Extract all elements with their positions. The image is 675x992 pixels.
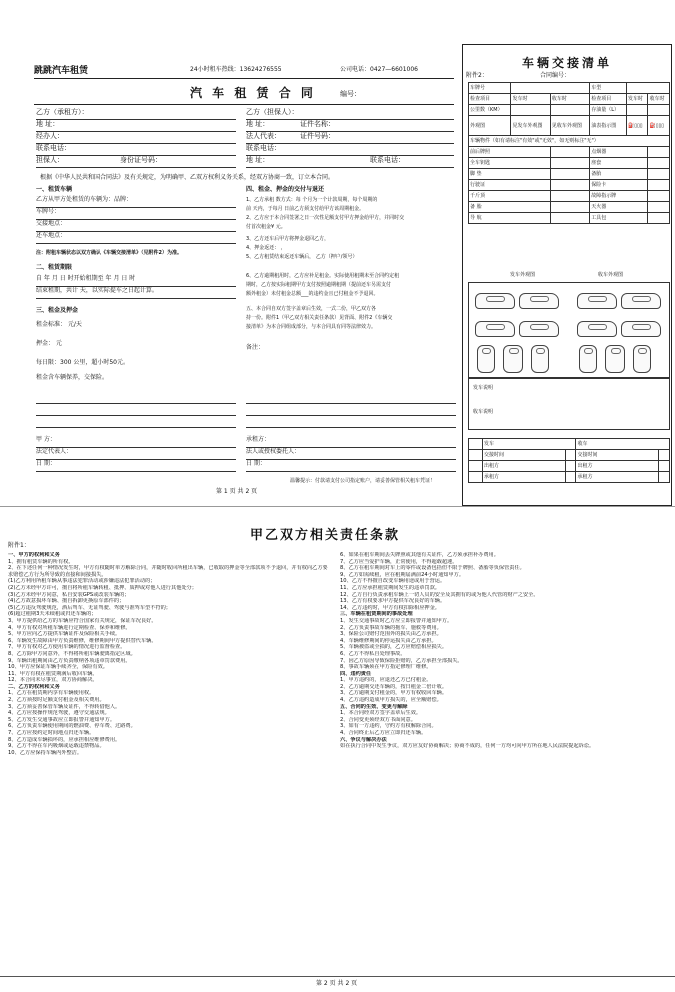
cell: 承租方 (483, 472, 566, 483)
term-paragraph: 7、因乙方原因导致保险拒赔的，乙方承担全部损失。 (340, 657, 463, 664)
term-paragraph: 10、甲方应保证车辆手续齐全，保险有效。 (8, 664, 108, 671)
item-row (469, 191, 670, 202)
term-paragraph: 11、甲方有权在租赁期满后收回车辆。 (8, 670, 98, 677)
cell: 千斤顶 (469, 191, 551, 202)
sec5-l2: 持一份。附件1（甲乙双方相关责任条款）见背面、附件2《车辆交 (246, 315, 393, 322)
handover-row (469, 461, 670, 472)
field-legal-rep: 法人代表： (246, 132, 454, 144)
term-paragraph: 3、乙方须妥善保管车辆及证件，不得转借他人。 (8, 703, 121, 710)
term-paragraph: 三、车辆在租赁期间的事故处理 (340, 611, 413, 618)
field-id-number: 身份证号码： (120, 156, 162, 164)
sec4-heading: 四、租金、押金的交付与退还 (246, 186, 325, 193)
cell (469, 450, 483, 461)
cell[interactable] (565, 450, 576, 461)
contract-right-col (246, 186, 456, 351)
term-paragraph: 一、甲方的权利和义务 (8, 552, 60, 558)
checklist-number: 合同编号： (540, 72, 571, 79)
blank-line (36, 392, 236, 404)
item-row (469, 213, 670, 224)
cell[interactable] (565, 472, 576, 483)
term-paragraph: (2)乙方未经甲方许可，擅自将所租车辆转租、抵押、质押或对他人进行其他处分； (8, 584, 197, 591)
issue-in-label: 收车说明 (473, 409, 494, 415)
footer-note: 温馨提示：付款请支付公司指定账户，请妥善保管相关租车凭证！ (290, 478, 436, 484)
term-paragraph: 二、乙方的权利和义务 (8, 683, 60, 690)
cell: 存油量（L） (590, 105, 627, 116)
cell: 收车 (576, 439, 670, 450)
term-paragraph: 13、乙方有权要求甲方提供车况良好的车辆。 (340, 598, 446, 605)
terms-right-column (340, 552, 668, 972)
blank-lines-left (36, 392, 236, 428)
term-paragraph: 8、乙方除甲方同意外，不得将所租车辆驶离指定区域。 (8, 650, 136, 657)
cell: 天火器 (590, 202, 648, 213)
field-lessor: 乙方（承租方）： (36, 108, 236, 120)
blank-line (36, 404, 236, 416)
term-paragraph: 5、乙方发生交通事故应立即报警并通知甲方。 (8, 716, 116, 723)
car-side-icon (519, 321, 559, 337)
car-rear-icon (633, 345, 651, 373)
cell[interactable] (550, 191, 589, 202)
cell[interactable] (511, 83, 590, 94)
term-paragraph: 14、乙方违约时，甲方有权扣除相应押金。 (340, 604, 440, 611)
contract-number-label: 编号： (340, 90, 361, 98)
row-appearance (469, 116, 670, 136)
contract-title: 汽 车 租 赁 合 同 (190, 86, 316, 100)
terms-title: 甲乙双方相关责任条款 (250, 528, 401, 543)
cell: 交接时间 (576, 450, 659, 461)
cell: 外观图 (469, 116, 511, 136)
sec2-heading: 二、租赁期限 (36, 264, 73, 272)
cell: 见发车外观图 (511, 116, 550, 136)
car-side-left-icon (475, 293, 515, 309)
sec3-limit: 每日限：300 公里，超小时50元。 (36, 358, 129, 366)
term-paragraph: 五、合同的生效、变更与解除 (340, 703, 408, 710)
cell: 发车时 (626, 94, 647, 105)
cell: 备 胎 (469, 202, 551, 213)
cell[interactable] (550, 202, 589, 213)
cell: 出租方 (576, 461, 659, 472)
cell[interactable] (648, 213, 670, 224)
field-cert-number: 证件号码： (300, 132, 335, 140)
car-side-left-icon (577, 293, 617, 309)
cell[interactable] (659, 461, 670, 472)
term-paragraph: 12、本合同未尽事宜，双方协商解决。 (8, 677, 98, 684)
cell[interactable] (648, 169, 670, 180)
term-paragraph: 3、保险公司赔付范围外的损失由乙方承担。 (340, 631, 442, 638)
company-phone: 公司电话：0427—6601006 (340, 66, 418, 73)
term-paragraph: 2、合同变更须经双方书面同意。 (340, 716, 416, 723)
term-paragraph: 12、乙方自行负责承租车辆上一切人员的安全及其拥有的或为他人代管的财产之安全。 (340, 591, 539, 598)
term-paragraph: 1、甲方违约的，应退还乙方已付租金。 (340, 677, 432, 684)
term-paragraph: (4)乙方故意损坏车辆、擅自拆卸更换原车部件的； (8, 598, 125, 605)
field-phone-a: 联系电话： (36, 144, 236, 156)
sec4-l6: 4、押金返还： ， (246, 245, 286, 252)
term-paragraph: 2、在下述任何一种情况发生时，甲方有权随时单方解除合同，并随时收回所租出车辆，已收取的押金等全部款项不予退回，并有权向乙方要求赔偿乙方行为所导致的直接和间接损失。 (8, 565, 328, 578)
cell: 车辆物件（如有请标注"有效"或"无效"，如无则标注"无"） (469, 136, 670, 147)
sec4-l10: 额外租金）未付租金总额___的违约金且已付租金不予退回。 (246, 291, 379, 298)
row-plate (469, 83, 670, 94)
hotline-text: 24小时租车热线：13624276555 (190, 66, 282, 73)
term-paragraph: 2、乙方负责事故车辆的拖车、施救等费用。 (340, 624, 442, 631)
cell: 备胎 (590, 169, 648, 180)
cell: 行驶证 (469, 180, 551, 191)
cell[interactable] (626, 83, 669, 94)
car-rear-icon (531, 345, 549, 373)
issue-area (468, 378, 670, 430)
sec3-deposit: 押金： 元 (36, 339, 62, 347)
blank-line (36, 416, 236, 428)
term-paragraph: 8、乙方造成车辆损坏的，应承担相应维修费用。 (8, 736, 121, 743)
cell: 工具包 (590, 213, 648, 224)
term-paragraph: 9、乙方如需续租，应在租期届满前24小时通知甲方。 (340, 571, 465, 578)
cell[interactable] (550, 180, 589, 191)
sec5-l1: 五、本合同自双方签字盖章后生效，一式二份，甲乙双方各 (246, 306, 377, 313)
item-row (469, 202, 670, 213)
term-paragraph: 10、乙方不得擅自改变车辆用途或用于营运。 (340, 578, 446, 585)
row-items-head (469, 136, 670, 147)
sec4-l8: 6、乙方逾期租用时，乙方应补足租金。实际使用租期未至合同约定租 (246, 273, 400, 280)
term-paragraph: 11、乙方应承担租赁期间发生的违章罚款。 (340, 584, 440, 591)
term-paragraph: 5、车辆被盗或全损的，乙方应赔偿相应损失。 (340, 644, 448, 651)
term-paragraph: 10、乙方应保持车辆内外整洁。 (8, 749, 83, 756)
term-paragraph: 3、乙方逾期支付租金的，甲方有权收回车辆。 (340, 690, 448, 697)
cell[interactable] (626, 105, 647, 116)
car-side-right-icon (519, 293, 559, 309)
sec5-l3: 接清单》为本合同组成部分，与本合同具有同等法律效力。 (246, 324, 377, 331)
title-divider (34, 104, 454, 105)
term-paragraph: (5)乙方违反驾驶规范，酒后驾车、无证驾驶、驾驶与准驾车型不符的； (8, 604, 171, 611)
sign-left (36, 436, 236, 472)
cell[interactable] (659, 472, 670, 483)
cell: 车型 (590, 83, 627, 94)
page-number-1: 第 1 页 共 2 页 (216, 488, 258, 495)
issue-out-label: 发车说明 (473, 385, 494, 391)
cell[interactable] (550, 169, 589, 180)
blank-line (246, 392, 456, 404)
term-paragraph: 2、乙方须按时足额支付租金及相关费用。 (8, 697, 105, 704)
cell: 发车 (483, 439, 576, 450)
handover-head (469, 439, 670, 450)
cell: 前后牌照 (469, 147, 551, 158)
sec1-return: 还车地点： (36, 232, 236, 244)
term-paragraph: 1、发生交通事故时乙方应立即报警并通知甲方。 (340, 617, 453, 624)
cell: 收车时 (550, 94, 589, 105)
cell: 油表指示图 (590, 116, 627, 136)
blank-lines-right (246, 392, 456, 428)
party-b-fields (246, 108, 454, 168)
page-separator (0, 506, 675, 507)
item-row (469, 169, 670, 180)
term-paragraph: 1、乙方在租赁期内享有车辆使用权。 (8, 690, 95, 697)
contract-left-col (36, 186, 236, 381)
cell: 脚 垫 (469, 169, 551, 180)
cell[interactable] (648, 158, 670, 169)
term-paragraph: 4、合同终止后乙方应立即归还车辆。 (340, 730, 427, 737)
sec4-l7: 5、乙方租赁结束返还车辆后， 乙方（押户/领号） (246, 254, 358, 261)
cell: 承租方 (576, 472, 659, 483)
blank-line (246, 404, 456, 416)
cell: 见收车外观图 (550, 116, 589, 136)
sign-party-a: 甲 方： (36, 436, 236, 448)
term-paragraph: 如在执行合同中发生争议，双方应友好协商解决；协商不成的，任何一方均可向甲方所在地人民法院提起诉讼。 (340, 743, 595, 750)
car-side-icon (577, 321, 617, 337)
car-front-icon (579, 345, 597, 373)
field-address-c: 地 址： (246, 156, 454, 168)
cell: 车牌号 (469, 83, 511, 94)
sec3-rent: 租金标准： 元/天 (36, 320, 82, 328)
cell[interactable] (648, 191, 670, 202)
fuel-gauge-icon: ⛽▯▯▯ (648, 116, 670, 136)
sec1-plate: 车牌号： (36, 208, 236, 220)
term-paragraph: (6)超过租期3天未续租或归还车辆的； (8, 611, 97, 618)
vehicle-diagram-area (468, 282, 670, 378)
car-top-icon (605, 345, 625, 373)
term-paragraph: 4、甲方有权对所租车辆进行定期检查、保养和维修。 (8, 624, 131, 631)
sign-authorized: 法人或授权委托人： (246, 448, 456, 460)
header-divider (34, 78, 454, 79)
cell: 检查项目 (590, 94, 627, 105)
handover-table (468, 438, 670, 483)
page-number-2: 第 2 页 共 2 页 (316, 980, 358, 987)
field-address-a: 地 址： (36, 120, 236, 132)
brand-logo: 跳跳汽车租赁 (34, 66, 89, 76)
car-side-icon (621, 321, 661, 337)
cell: 导 航 (469, 213, 551, 224)
sec3-include: 租金含车辆保养，交保险。 (36, 374, 109, 382)
cell[interactable] (565, 461, 576, 472)
cell[interactable] (648, 105, 670, 116)
term-paragraph: 四、违约责任 (340, 670, 372, 677)
term-paragraph: 6、如果在租车期间丢失牌照或其他有关证件，乙方须承担补办费用。 (340, 552, 499, 558)
term-paragraph: 1、本合同经双方签字盖章后生效。 (340, 710, 422, 717)
term-paragraph: 4、车辆维修期间的停运损失由乙方承担。 (340, 637, 437, 644)
car-top-icon (503, 345, 523, 373)
term-paragraph: 4、乙方应按操作规范驾驶，遵守交通法规。 (8, 710, 110, 717)
field-guarantor: 担保人： (36, 156, 236, 168)
car-front-icon (477, 345, 495, 373)
row-km (469, 105, 670, 116)
car-side-icon (475, 321, 515, 337)
cell: 故障指示牌 (590, 191, 648, 202)
cell: 点烟器 (590, 147, 648, 158)
checklist-table (468, 82, 670, 224)
field-address-b: 地 址： (246, 120, 454, 132)
cell[interactable] (550, 147, 589, 158)
cell[interactable] (648, 180, 670, 191)
sec3-heading: 三、租金及押金 (36, 307, 79, 315)
cell[interactable] (659, 450, 670, 461)
handover-row (469, 472, 670, 483)
field-phone-b: 联系电话： (246, 144, 454, 156)
sec1-heading: 一、租赁车辆 (36, 186, 73, 193)
cell: 全车钥匙 (469, 158, 551, 169)
term-paragraph: (3)乙方未经甲方同意，私自安装GPS或改装车辆的； (8, 591, 130, 598)
sec4-l9: 期时，乙方按实际租期甲方支付按照逾期租期（提前还车另需支付 (246, 282, 392, 289)
cell[interactable] (550, 105, 589, 116)
sign-date-a: 日 期： (36, 460, 236, 472)
term-paragraph: 3、甲方提供给乙方的车辆应符合国家有关规定，保证车况良好。 (8, 617, 157, 624)
term-paragraph: 8、乙方在租车期间对车上的零件或设备包括但不限于牌照、备胎等负保管责任。 (340, 565, 525, 572)
sec4-l5: 3、乙方还车后甲方将押金退回乙方， (246, 236, 330, 243)
cell (469, 461, 483, 472)
term-paragraph: 1、拥有租赁车辆的所有权。 (8, 558, 74, 565)
field-cert-name: 证件名称： (300, 120, 335, 128)
diagram-label-in: 收车外观图 (598, 272, 624, 278)
sec4-l3: 2、乙方应于本合同签署之日一次性足额支付甲方押金给甲方，并同时交 (246, 215, 405, 222)
sec2-period: 自 年 月 日 时开始租期至 年 月 日 时 (36, 275, 236, 287)
term-paragraph: 3、如有一方违约，守约方有权解除合同。 (340, 723, 437, 730)
diagram-label-out: 发车外观图 (510, 272, 536, 278)
term-paragraph: (1)乙方利用所租车辆从事违法犯罪活动或涉嫌违法犯罪活动的； (8, 578, 156, 585)
term-paragraph: 9、乙方不得在车内吸烟或运载违禁物品。 (8, 743, 105, 750)
cell[interactable] (648, 147, 670, 158)
cell: 座套 (590, 158, 648, 169)
item-row (469, 158, 670, 169)
term-paragraph: 7、甲方有权对乙方使用车辆的情况进行监督检查。 (8, 644, 126, 651)
term-paragraph: 6、乙方负责车辆使用期间的燃油费、停车费、过路费。 (8, 723, 136, 730)
cell: 发车时 (511, 94, 550, 105)
field-phone-c: 联系电话： (370, 156, 405, 164)
sec4-l2: 前 天内，于每月 日前乙方须支付给甲方该周期租金。 (246, 206, 365, 213)
cell: 保险卡 (590, 180, 648, 191)
sign-right (246, 436, 456, 472)
sec1-brand: 乙方从甲方处租赁的车辆为：品牌： (36, 196, 236, 208)
term-paragraph: 8、事故车辆须在甲方指定修理厂维修。 (340, 664, 432, 671)
cell: 出租方 (483, 461, 566, 472)
fuel-gauge-icon: ⛽▯▯▯ (626, 116, 647, 136)
cell[interactable] (550, 158, 589, 169)
field-lessee: 乙方（担保人）： (246, 108, 454, 120)
term-paragraph: 9、车辆出租期间由乙方负责缴纳各项违章罚款费用。 (8, 657, 131, 664)
cell: 公里数（KM） (469, 105, 511, 116)
term-paragraph: 7、乙方应当爱护车辆，正常使用，不得超载超速。 (340, 558, 458, 565)
remark-label: 备注： (246, 344, 265, 352)
field-handler: 经办人： (36, 132, 236, 144)
contract-intro: 根据《中华人民共和国合同法》及有关规定，为明确甲、乙双方权利义务关系，经双方协商一致，订立本合同。 (40, 174, 335, 181)
blank-line (246, 416, 456, 428)
terms-attach: 附件1： (8, 542, 30, 549)
sec4-l4: 付首次租金¥ 元。 (246, 224, 286, 231)
sign-lessee: 承租方： (246, 436, 456, 448)
handover-row (469, 450, 670, 461)
checklist-attach: 附件2： (466, 72, 488, 79)
sec4-l1: 1、乙方承租 数方式：每 个月为一个计款周期，每个周期的 (246, 197, 378, 204)
cell: 交接时间 (483, 450, 566, 461)
cell[interactable] (511, 105, 550, 116)
term-paragraph: 4、乙方违约造成甲方损失的，应全额赔偿。 (340, 697, 442, 704)
checklist-title: 车辆交接清单 (522, 56, 613, 70)
term-paragraph: 6、乙方不得私自处理事故。 (340, 650, 406, 657)
sec1-note: 注：附租车辆状态以双方确认《车辆交接清单》（见附件2）为准。 (36, 250, 182, 257)
cell (469, 472, 483, 483)
cell[interactable] (550, 213, 589, 224)
cell[interactable] (648, 202, 670, 213)
sign-legal-rep: 法定代表人： (36, 448, 236, 460)
term-paragraph: 5、甲方应向乙方提供车辆证件及保险相关手续。 (8, 631, 121, 638)
terms-left-column (8, 552, 332, 972)
sign-date-b: 日 期： (246, 460, 456, 472)
cell: 收车时 (648, 94, 670, 105)
footer-divider (0, 976, 675, 977)
sec1-pickup: 交接地点： (36, 220, 236, 232)
car-side-right-icon (621, 293, 661, 309)
row-head (469, 94, 670, 105)
term-paragraph: 六、争议与解决办法 (340, 736, 387, 743)
item-row (469, 180, 670, 191)
term-paragraph: 2、乙方逾期交还车辆的，按日租金二倍计收。 (340, 683, 448, 690)
item-row (469, 147, 670, 158)
cell (469, 439, 483, 450)
term-paragraph: 7、乙方应按约定时间地点归还车辆。 (8, 730, 95, 737)
term-paragraph: 6、车辆发生故障由甲方负责维修，维修期间甲方提供替代车辆。 (8, 637, 157, 644)
cell: 检查项目 (469, 94, 511, 105)
sec2-total: 结束租期，共计 天，以实际提车之日起计算。 (36, 287, 236, 299)
